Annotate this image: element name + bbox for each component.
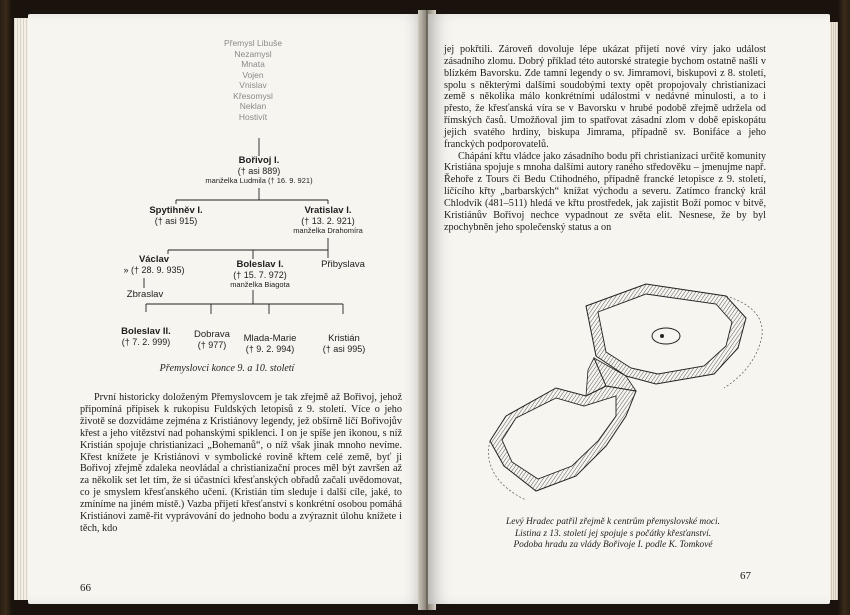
person-name: Dobrava (194, 329, 230, 340)
caption-line: Listina z 13. století jej spojuje s počátky křesťanství. (514, 528, 712, 539)
person-date: († 13. 2. 921) (301, 216, 355, 226)
person-date: († 15. 7. 972) (233, 270, 287, 280)
person-date: († 977) (197, 340, 227, 350)
person-name: Vratislav I. (304, 205, 352, 216)
node-mlada-marie (238, 334, 302, 354)
left-page (28, 14, 426, 604)
ancestor-name: Hostivít (238, 111, 268, 122)
ancestor-name: Přemysl Libuše (223, 38, 283, 48)
paragraph: První historicky doloženým Přemyslovcem je tak zřejmě až Bořivoj, jehož připomíná přípisek k rukopisu Fuldských letopisů z 9. století. Více o jeho životě se dozvídáme zejména z Kristiánovy legendy, jež obšírně líčí Bořivojův křest a jeho vítězství nad pohanskými spiklenci. I on je spíše jen ikonou, s níž Kristián spojuje christianizaci „Bohemanů“, o níž však jinak mnoho nevíme. Křest knížete je Kristiánovi v symbolické rovině křtem celé země, byť ji Bořivoj zřejmě zdaleka neovládal a christianizační proces měl být završen až za několik set let tím, že si účastníci křesťanských obřadů začali uvědomovat, co je smyslem křesťanského učení. (Kristián tím sleduje i další cíle, jaké, to zmíníme na jiném místě.) Vazba přijetí křesťanství s konkrétní osobou pomáhá Kristiánovi zamě-řit vyprávování do jednoho bodu a zvýraznit úlohu knížete i těch, kdo (80, 392, 402, 534)
genealogy-tree (28, 14, 426, 384)
caption-line: Levý Hradec patřil zřejmě k centrům přemyslovské moci. (506, 517, 720, 527)
person-date: († asi 915) (154, 216, 198, 226)
person-name: Václav (138, 254, 170, 265)
person-spouse: manželka Ludmila († 16. 9. 921) (205, 176, 313, 185)
person-name: Bořivoj I. (238, 155, 280, 166)
node-pribyslava (312, 260, 374, 270)
hillfort-illustration (476, 276, 776, 512)
person-name: Spytihněv I. (149, 205, 203, 216)
page-number-left: 66 (80, 582, 91, 594)
person-date: († 7. 2. 999) (121, 337, 171, 347)
ancestor-name: Nezamysl (234, 48, 272, 59)
caption-line: Podoba hradu za vlády Bořivoje I. podle K. Tomkové (513, 540, 713, 550)
right-page (428, 14, 830, 604)
right-body-text (444, 44, 766, 234)
page-number-right: 67 (740, 570, 751, 582)
ancestor-name: Mnata (241, 59, 265, 69)
hillfort-plan-drawing (476, 276, 776, 512)
node-borivoj (199, 156, 319, 186)
left-body-text (80, 392, 402, 535)
node-boleslav-i (218, 260, 302, 290)
person-date: » († 28. 9. 935) (123, 265, 185, 275)
node-boleslav-ii (112, 327, 180, 347)
ancestor-name: Vojen (242, 69, 264, 80)
ancestor-name: Vnislav (239, 80, 267, 90)
person-spouse: manželka Drahomíra (293, 226, 363, 235)
node-dobrava (186, 330, 238, 350)
person-date: († asi 889) (237, 166, 281, 176)
person-name: Kristián (328, 333, 360, 344)
paragraph: Chápání křtu vládce jako zásadního bodu při christianizaci určitě komunity Kristiána spojuje s mnoha dalšími autory raného středověku – jmenujme např. Řehoře z Tours či Bedu Ctihodného, případně francké letopisce z 9. století, líčícího křty „barbarských“ knížat východu a severu. Zatímco francký král Chlodvík (481–511) hledá ve křtu prostředek, jak zajistit Boží pomoc v bitvě, Kristiánův Bořivoj nechce vypadnout ze světa elit. Nesnese, že by byl zpochybněn jeho společenský status a on (444, 150, 766, 233)
person-date: († 9. 2. 994) (245, 344, 295, 354)
node-zbraslav (120, 290, 170, 300)
person-date: († asi 995) (322, 344, 366, 354)
node-spytihnev (126, 206, 226, 226)
person-name: Boleslav II. (121, 326, 171, 337)
legendary-ancestors (208, 38, 298, 122)
person-name: Zbraslav (126, 289, 164, 300)
person-name: Boleslav I. (236, 259, 284, 270)
ancestor-name: Neklan (239, 101, 267, 111)
node-kristian (314, 334, 374, 354)
ancestor-name: Křesomysl (233, 90, 273, 101)
node-vratislav (283, 206, 373, 236)
genealogy-caption: Přemyslovci konce 9. a 10. století (159, 363, 295, 374)
person-name: Přibyslava (321, 259, 365, 270)
illustration-caption (448, 517, 778, 552)
person-name: Mlada-Marie (243, 333, 297, 344)
paragraph: jej pokřtili. Zároveň dovoluje lépe ukázat přijetí nové víry jako událost zásadního zlomu. Dobrý příklad této autorské strategie bychom ostatně našli v blízkém Bavorsku. Zde tamní legendy o sv. Jimramovi, biskupovi z 8. století, spolu s některými dalšími soudobými texty opět propojovaly christianizaci země s několika málo konkrétními událostmi v nedávné minulosti, a to i přesto, že křesťanská víra se v Bavorsku v hrubé podobě zřejmě udržela od římských časů. Umožňoval jim to spatřovat zásadní zlom v době episkopátu jejich svatého hrdiny, biskupa Jimrama, případně sv. Bonifáce a jeho franckých podporovatelů. (444, 44, 766, 150)
person-spouse: manželka Biagota (230, 280, 290, 289)
node-vaclav (114, 255, 194, 275)
